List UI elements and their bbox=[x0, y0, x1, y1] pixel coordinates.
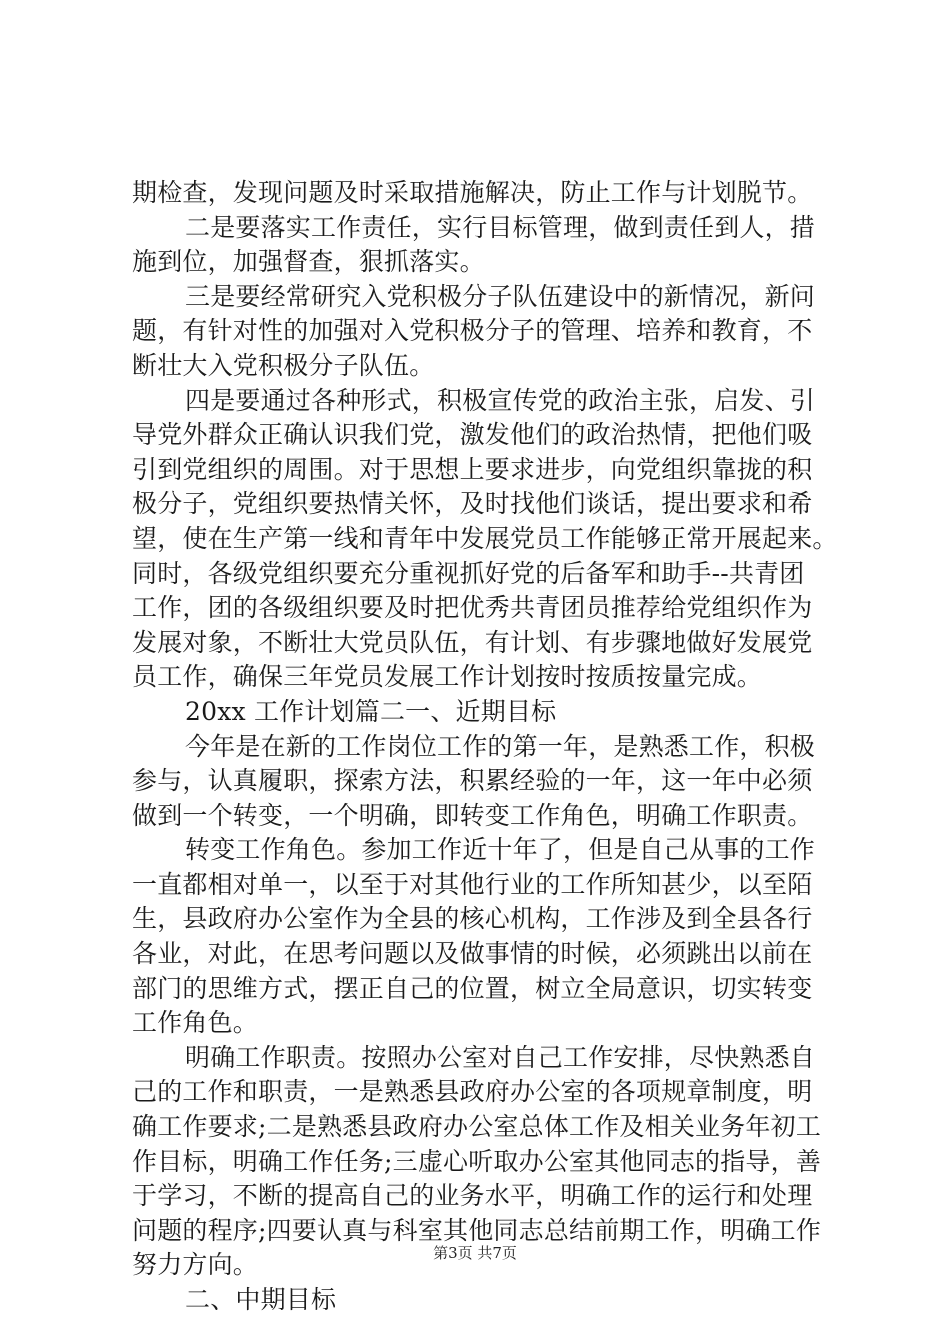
body-line: 工作，团的各级组织要及时把优秀共青团员推荐给党组织作为 bbox=[132, 593, 813, 623]
body-line: 生，县政府办公室作为全县的核心机构，工作涉及到全县各行 bbox=[132, 904, 813, 934]
body-line: 导党外群众正确认识我们党，激发他们的政治热情，把他们吸 bbox=[132, 420, 813, 450]
body-line: 同时，各级党组织要充分重视抓好党的后备军和助手--共青团 bbox=[132, 558, 805, 588]
section-heading: 二、中期目标 bbox=[185, 1285, 337, 1314]
document-body bbox=[132, 176, 838, 1318]
body-line: 工作角色。 bbox=[132, 1008, 259, 1038]
page-number-footer: 第3页 共7页 bbox=[433, 1244, 517, 1262]
body-line: 于学习，不断的提高自己的业务水平，明确工作的运行和处理 bbox=[132, 1181, 813, 1211]
body-line: 己的工作和职责，一是熟悉县政府办公室的各项规章制度，明 bbox=[132, 1077, 813, 1107]
body-line: 做到一个转变，一个明确，即转变工作角色，明确工作职责。 bbox=[132, 800, 813, 830]
body-line: 问题的程序;四要认真与科室其他同志总结前期工作，明确工作 bbox=[132, 1215, 822, 1245]
body-line: 断壮大入党积极分子队伍。 bbox=[132, 350, 435, 380]
body-line: 员工作，确保三年党员发展工作计划按时按质按量完成。 bbox=[132, 662, 763, 692]
body-line: 参与，认真履职，探索方法，积累经验的一年，这一年中必须 bbox=[132, 766, 813, 796]
body-line: 努力方向。 bbox=[132, 1250, 259, 1280]
body-line: 部门的思维方式，摆正自己的位置，树立全局意识，切实转变 bbox=[132, 973, 813, 1003]
body-line: 极分子，党组织要热情关怀，及时找他们谈话，提出要求和希 bbox=[132, 489, 813, 519]
body-line: 一直都相对单一，以至于对其他行业的工作所知甚少，以至陌 bbox=[132, 869, 813, 899]
body-line: 四是要通过各种形式，积极宣传党的政治主张，启发、引 bbox=[185, 385, 816, 415]
body-line: 作目标，明确工作任务;三虚心听取办公室其他同志的指导，善 bbox=[132, 1146, 822, 1176]
body-line: 今年是在新的工作岗位工作的第一年，是熟悉工作，积极 bbox=[185, 731, 816, 761]
body-line: 明确工作职责。按照办公室对自己工作安排，尽快熟悉自 bbox=[185, 1042, 816, 1072]
body-line: 题，有针对性的加强对入党积极分子的管理、培养和教育，不 bbox=[132, 316, 813, 346]
body-line: 施到位，加强督查，狠抓落实。 bbox=[132, 247, 485, 277]
body-line: 三是要经常研究入党积极分子队伍建设中的新情况，新问 bbox=[185, 281, 816, 311]
body-line: 各业，对此，在思考问题以及做事情的时候，必须跳出以前在 bbox=[132, 939, 813, 969]
body-line: 确工作要求;二是熟悉县政府办公室总体工作及相关业务年初工 bbox=[132, 1112, 822, 1142]
body-line: 转变工作角色。参加工作近十年了，但是自己从事的工作 bbox=[185, 835, 816, 865]
section-heading: 20xx 工作计划篇二一、近期目标 bbox=[185, 696, 557, 726]
body-line: 二是要落实工作责任，实行目标管理，做到责任到人，措 bbox=[185, 212, 816, 242]
body-line: 望，使在生产第一线和青年中发展党员工作能够正常开展起来。 bbox=[132, 523, 838, 553]
body-line: 期检查，发现问题及时采取措施解决，防止工作与计划脱节。 bbox=[132, 178, 813, 207]
body-line: 引到党组织的周围。对于思想上要求进步，向党组织靠拢的积 bbox=[132, 454, 813, 484]
body-line: 发展对象，不断壮大党员队伍，有计划、有步骤地做好发展党 bbox=[132, 627, 813, 657]
